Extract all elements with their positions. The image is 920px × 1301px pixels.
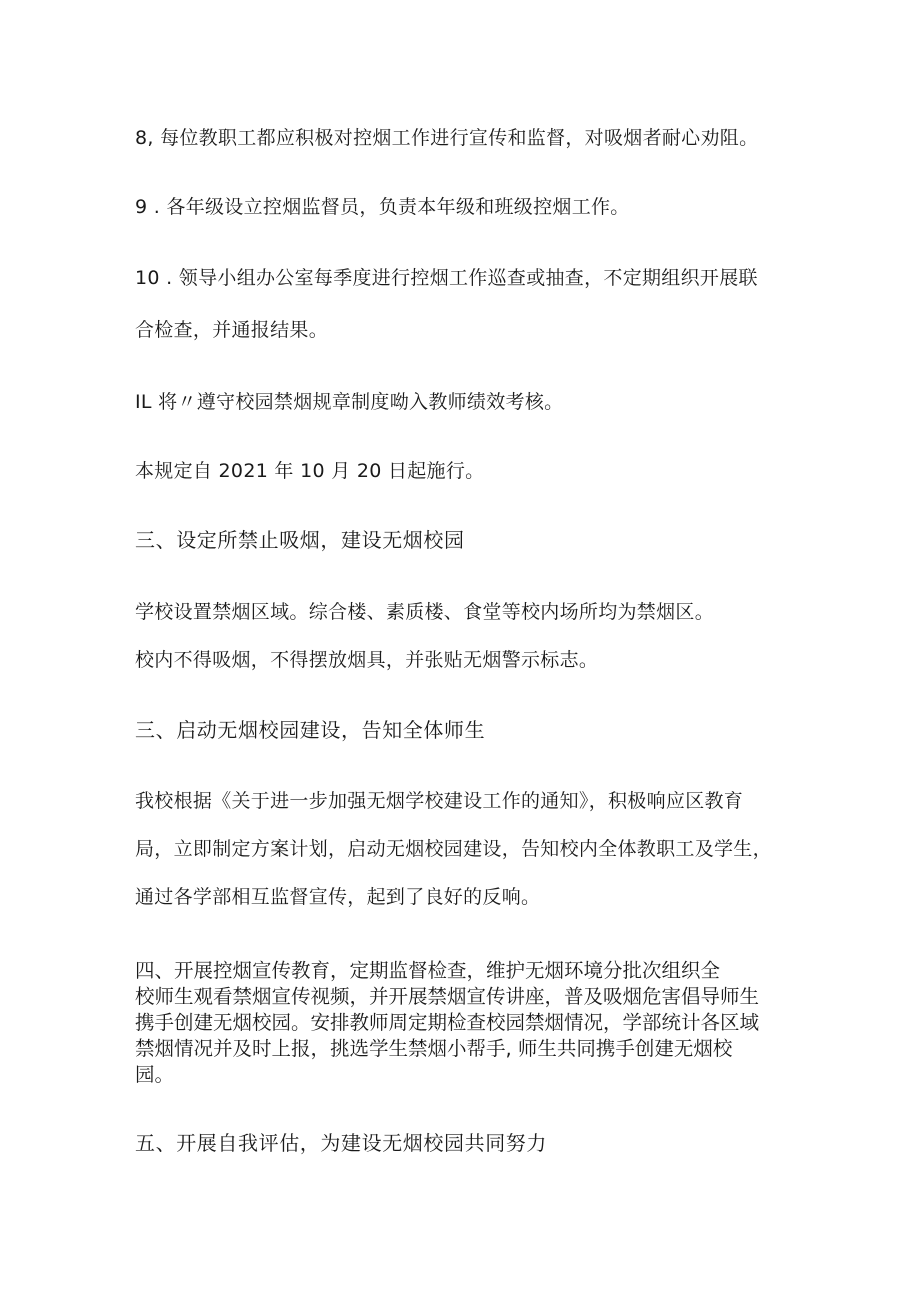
section-heading-launch-campaign: 三、启动无烟校园建设，告知全体师生 — [135, 718, 486, 742]
publicity-education-line-4: 禁烟情况并及时上报，挑选学生禁烟小帮手, 师生共同携手创建无烟校 — [135, 1037, 733, 1060]
section-heading-self-assessment: 五、开展自我评估，为建设无烟校园共同努力 — [135, 1131, 547, 1155]
launch-campaign-para-line-2: 局，立即制定方案计划，启动无烟校园建设，告知校内全体教职工及学生， — [135, 838, 772, 860]
section-heading-no-smoking-areas: 三、设定所禁止吸烟，建设无烟校园 — [135, 528, 465, 552]
launch-campaign-para-line-1: 我校根据《关于进一步加强无烟学校建设工作的通知》，积极响应区教育 — [135, 790, 744, 812]
no-smoking-areas-para-line-2: 校内不得吸烟，不得摆放烟具，并张贴无烟警示标志。 — [135, 649, 599, 671]
launch-campaign-para-line-3: 通过各学部相互监督宣传，起到了良好的反响。 — [135, 886, 541, 908]
effective-date-text: 本规定自 2021 年 10 月 20 日起施行。 — [135, 460, 485, 482]
no-smoking-areas-para-line-1: 学校设置禁烟区域。综合楼、素质楼、食堂等校内场所均为禁烟区。 — [135, 601, 715, 623]
item-11-text: IL 将〃遵守校园禁烟规章制度呦入教师绩效考核。 — [135, 391, 564, 413]
publicity-education-paragraph — [135, 958, 759, 1088]
publicity-education-line-3: 携手创建无烟校园。安排教师周定期检查校园禁烟情况，学部统计各区域 — [135, 1011, 760, 1034]
item-10-text-line-2: 合检查，并通报结果。 — [135, 319, 329, 341]
publicity-education-line-1: 四、开展控烟宣传教育，定期监督检查，维护无烟环境分批次组织全 — [135, 959, 721, 982]
publicity-education-line-5: 园。 — [135, 1063, 175, 1086]
item-9-text: 9 . 各年级设立控烟监督员，负责本年级和班级控烟工作。 — [135, 196, 630, 218]
item-10-text-line-1: 10 . 领导小组办公室每季度进行控烟工作巡查或抽查，不定期组织开展联 — [135, 267, 758, 289]
item-8-text: 8, 每位教职工都应积极对控烟工作进行宣传和监督，对吸烟者耐心劝阻。 — [135, 127, 759, 149]
publicity-education-line-2: 校师生观看禁烟宣传视频，并开展禁烟宣传讲座，普及吸烟危害倡导师生 — [135, 985, 760, 1008]
